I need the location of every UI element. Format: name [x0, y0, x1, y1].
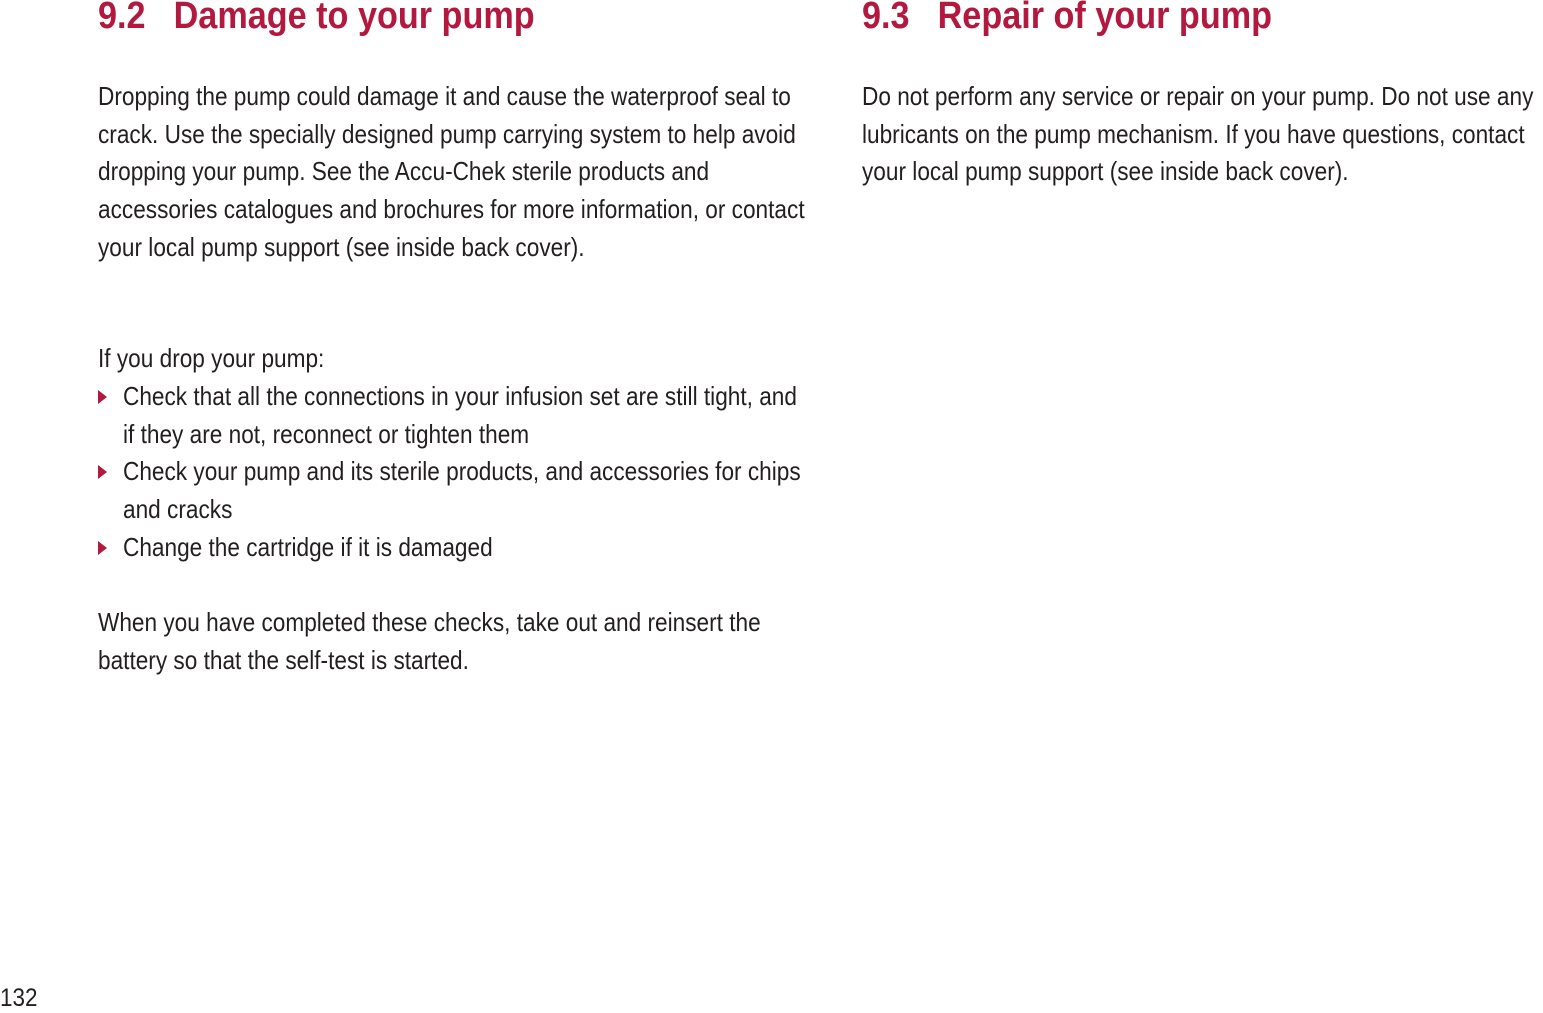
repair-paragraph: Do not perform any service or repair on your pump. Do not use any lubricants on the pump mechanism. If you have questions, contact your local pump support (see inside back cover).	[862, 81, 1534, 187]
if-you-drop-paragraph: If you drop your pump:	[98, 343, 325, 373]
section-title: Repair of your pump	[937, 0, 1273, 37]
section-number: 9.3	[862, 0, 910, 37]
triangle-bullet-icon	[98, 390, 107, 404]
section-repair	[862, 0, 1543, 187]
damage-intro-paragraph: Dropping the pump could damage it and cause the waterproof seal to crack. Use the specially designed pump carrying system to help avoid dropping your pump. See the Accu-Chek sterile products and accessories catalogues and brochures for more information, or contact your local pump support (see inside back cover).	[98, 81, 805, 262]
list-item	[98, 529, 903, 567]
section-heading-damage	[98, 0, 739, 36]
triangle-bullet-icon	[98, 465, 107, 479]
section-number: 9.2	[98, 0, 146, 37]
section-title: Damage to your pump	[173, 0, 535, 37]
section-damage	[98, 0, 810, 675]
list-item-text: Check your pump and its sterile products, and accessories for chips and cracks	[123, 456, 801, 525]
triangle-bullet-icon	[98, 541, 107, 555]
page-number: 132	[0, 984, 38, 1012]
list-item-text: Check that all the connections in your infusion set are still tight, and if they are not, reconnect or tighten them	[123, 381, 797, 449]
list-item	[98, 378, 903, 453]
list-item-text: Change the cartridge if it is damaged	[123, 531, 493, 562]
after-checks-paragraph: When you have completed these checks, take out and reinsert the battery so that the self-test is started.	[98, 607, 761, 675]
drop-checklist	[98, 378, 903, 567]
section-heading-repair	[862, 0, 1475, 36]
list-item	[98, 453, 903, 528]
